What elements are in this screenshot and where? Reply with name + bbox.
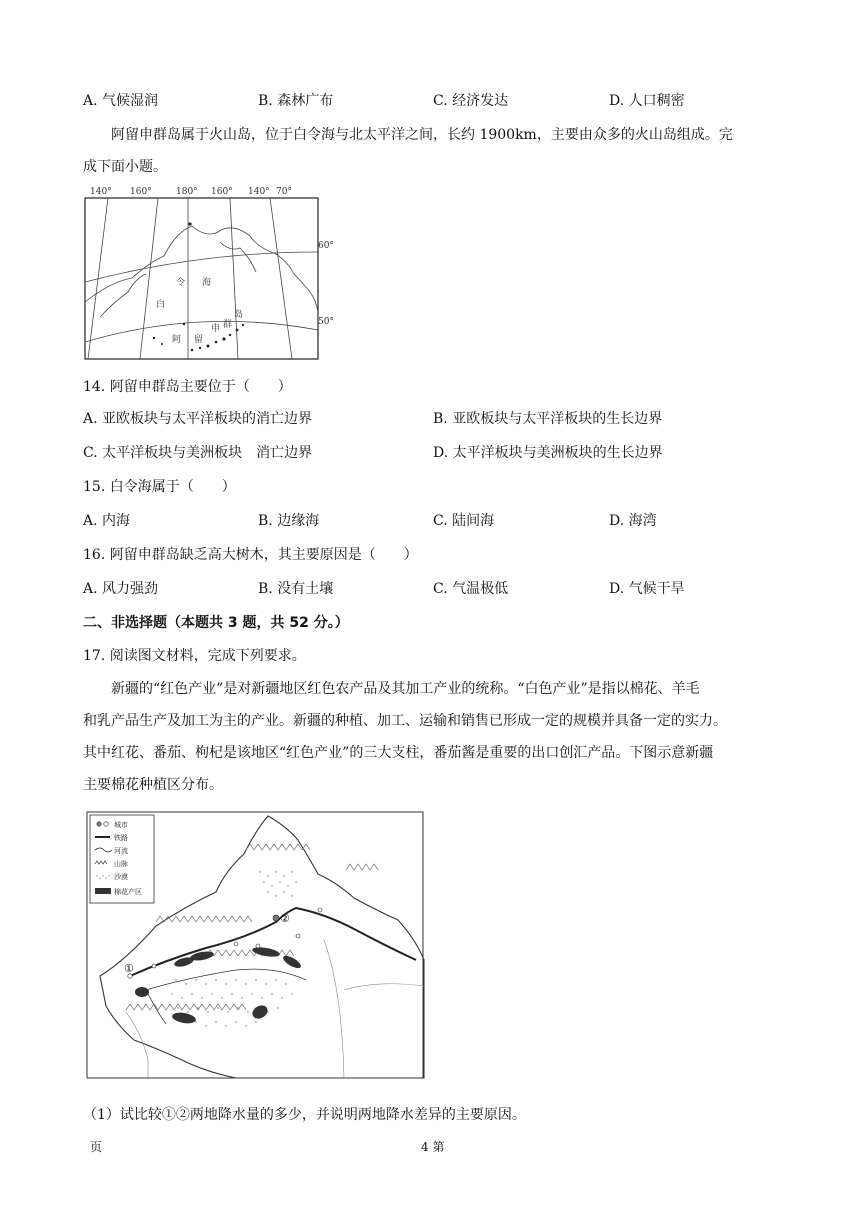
q14-option-a: A. 亚欧板块与太平洋板块的消亡边界: [83, 411, 313, 427]
map1-islands-char-4: 群: [223, 320, 233, 330]
map1-sea-char-3: 海: [202, 278, 212, 288]
map1-islands-char-5: 岛: [234, 310, 244, 320]
q13-option-b: B. 森林广布: [258, 93, 334, 109]
q16-stem: 16. 阿留申群岛缺乏高大树木，其主要原因是（ ）: [83, 547, 418, 563]
q16-option-d: D. 气候干旱: [609, 581, 685, 597]
legend-mountain: 山脉: [114, 860, 128, 868]
q16-option-b: B. 没有土壤: [258, 581, 334, 597]
q14-option-d: D. 太平洋板块与美洲板块的生长边界: [433, 445, 663, 461]
aleutian-intro-line2: 成下面小题。: [83, 159, 167, 175]
section-2-heading: 二、非选择题（本题共 3 题，共 52 分。）: [83, 615, 349, 631]
map1-sea-char-1: 白: [156, 300, 166, 310]
map1-lon-140w-b: 140°: [248, 187, 270, 197]
q17-stem: 17. 阅读图文材料，完成下列要求。: [83, 648, 306, 664]
map1-islands-char-3: 申: [211, 324, 221, 334]
marker-2: ②: [280, 912, 290, 925]
q17-para-line1: 新疆的“红色产业”是对新疆地区红色农产品及其加工产业的统称。“白色产业”是指以棉花、羊毛: [111, 681, 700, 697]
q15-option-a: A. 内海: [83, 513, 131, 529]
map1-lat-70: 70°: [276, 187, 292, 197]
legend-cotton: 棉花产区: [114, 888, 142, 896]
q13-option-a: A. 气候湿润: [83, 93, 159, 109]
q15-option-d: D. 海湾: [609, 513, 657, 529]
map1-sea-char-2: 令: [176, 278, 186, 288]
footer-page-number: 4 第: [421, 1140, 445, 1154]
legend-railway: 铁路: [114, 834, 128, 842]
q16-option-a: A. 风力强劲: [83, 581, 159, 597]
q13-option-d: D. 人口稠密: [609, 93, 685, 109]
map1-lon-160e: 160°: [130, 187, 152, 197]
q17-para-line2: 和乳产品生产及加工为主的产业。新疆的种植、加工、运输和销售已形成一定的规模并具备一定的实力。: [83, 713, 727, 729]
legend-desert: 沙漠: [114, 873, 128, 881]
q14-stem: 14. 阿留申群岛主要位于（ ）: [83, 379, 292, 395]
q13-option-c: C. 经济发达: [433, 93, 509, 109]
aleutian-map: [80, 182, 340, 364]
map1-lon-180: 180°: [176, 187, 198, 197]
q17-para-line4: 主要棉花种植区分布。: [83, 777, 223, 793]
map1-lat-60: 60°: [318, 241, 334, 251]
footer-left: 页: [90, 1140, 103, 1154]
xinjiang-map: [86, 810, 426, 1082]
q15-option-b: B. 边缘海: [258, 513, 320, 529]
q17-para-line3: 其中红花、番茄、枸杞是该地区“红色产业”的三大支柱，番茄酱是重要的出口创汇产品。下图示意新疆: [83, 745, 714, 761]
q16-option-c: C. 气温极低: [433, 581, 509, 597]
q15-stem: 15. 白令海属于（ ）: [83, 479, 236, 495]
map1-lon-160w: 160°: [211, 187, 233, 197]
legend-river: 河流: [114, 847, 128, 855]
q17-sub1: （1）试比较①②两地降水量的多少，并说明两地降水差异的主要原因。: [83, 1107, 526, 1123]
legend-city: 城市: [114, 821, 128, 829]
map1-lat-50: 50°: [318, 317, 334, 327]
q14-option-b: B. 亚欧板块与太平洋板块的生长边界: [433, 411, 663, 427]
map1-islands-char-1: 阿: [172, 335, 182, 345]
q15-option-c: C. 陆间海: [433, 513, 495, 529]
aleutian-intro-line1: 阿留申群岛属于火山岛，位于白令海与北太平洋之间，长约 1900km，主要由众多的火山岛组成。完: [111, 127, 733, 143]
map1-lon-140w: 140°: [90, 187, 112, 197]
map1-islands-char-2: 留: [194, 335, 204, 345]
q14-option-c: C. 太平洋板块与美洲板块 消亡边界: [83, 445, 313, 461]
marker-1: ①: [124, 962, 134, 975]
